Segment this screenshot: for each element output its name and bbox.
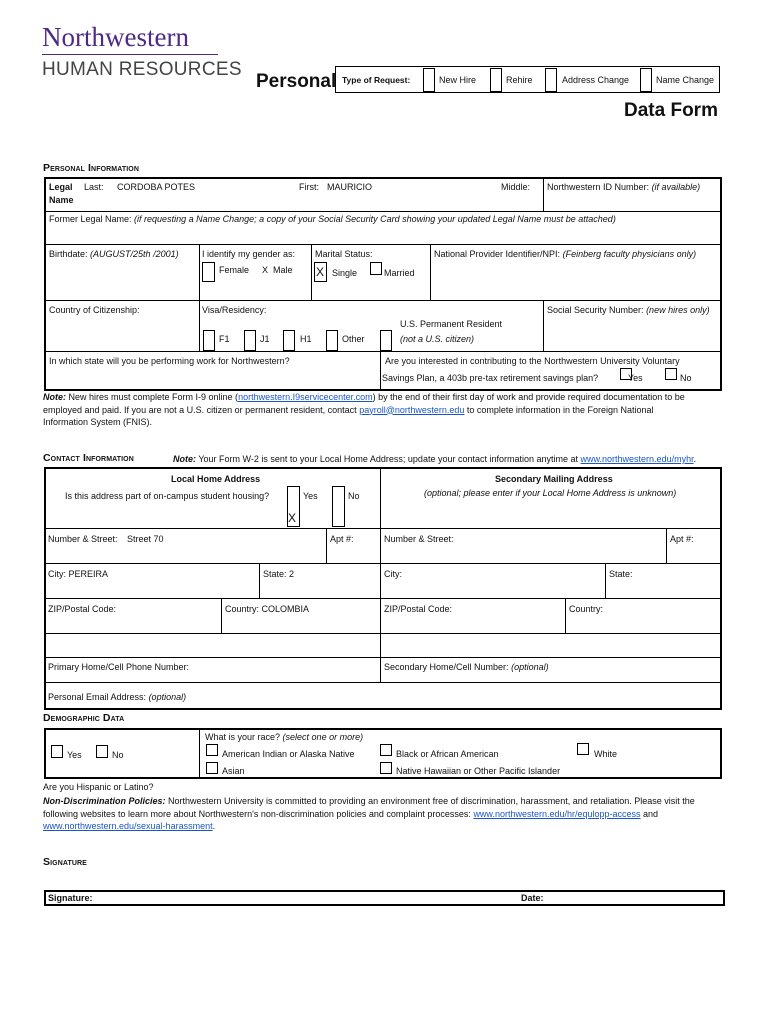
form-title-part2: Data Form	[624, 100, 718, 121]
campus-no-checkbox[interactable]	[332, 486, 345, 527]
rehire-checkbox[interactable]	[490, 68, 502, 92]
visa-h1-checkbox[interactable]	[283, 330, 295, 351]
sexual-harassment-link[interactable]: www.northwestern.edu/sexual-harassment	[43, 821, 213, 831]
female-label: Female	[219, 265, 250, 275]
secondary-address-hint: (optional; please enter if your Local Home Address is unknown)	[424, 488, 677, 498]
race-question: What is your race? (select one or more)	[205, 732, 364, 742]
personal-info-heading: Personal Information	[43, 162, 139, 174]
married-label: Married	[384, 268, 415, 278]
sec-apt-label: Apt #:	[670, 534, 694, 544]
secondary-address-title: Secondary Mailing Address	[495, 474, 613, 484]
i9-note: Note: New hires must complete Form I-9 online (northwestern.I9servicecenter.com) by the end of their first day of work and provide required documentation to be employed and paid. If you are not a U.S. citizen or permanent resident, contact payroll@northwestern.edu to complete information in the Foreign National Information System (FNIS).	[43, 392, 685, 427]
race-asian-label: Asian	[222, 766, 245, 776]
hispanic-no-checkbox[interactable]	[96, 745, 108, 758]
sec-state-label: State:	[609, 569, 633, 579]
non-discrimination-policy: Non-Discrimination Policies: Northwestern University is committed to providing an environment free of discrimination, harassment, and retaliation. Please visit the following websites to learn more about Northwestern's non-discrimination policies and complaint processes: www.northwestern.edu/hr/equlopp-access and www.northwestern.edu/sexual-harassment.	[43, 796, 695, 831]
name-change-checkbox[interactable]	[640, 68, 652, 92]
savings-no-checkbox[interactable]	[665, 368, 677, 380]
new-hire-label: New Hire	[439, 75, 477, 85]
visa-h1-label: H1	[300, 334, 312, 344]
address-change-label: Address Change	[562, 75, 630, 85]
perm-resident-label: U.S. Permanent Resident	[400, 319, 503, 329]
race-asian-checkbox[interactable]	[206, 762, 218, 774]
name-label: Name	[49, 195, 74, 205]
race-black-checkbox[interactable]	[380, 744, 392, 756]
date-label[interactable]: Date:	[521, 893, 544, 903]
city-field[interactable]: City: PEREIRA	[48, 569, 109, 579]
dept-name: HUMAN RESOURCES	[42, 59, 242, 80]
male-label: Male	[273, 265, 293, 275]
npi-label: National Provider Identifier/NPI: (Feinberg faculty physicians only)	[434, 249, 697, 259]
myhr-link[interactable]: www.northwestern.edu/myhr	[580, 454, 694, 464]
sec-street-label: Number & Street:	[384, 534, 454, 544]
savings-question-line1: Are you interested in contributing to the Northwestern University Voluntary	[385, 356, 680, 366]
request-type-label: Type of Request:	[342, 75, 411, 85]
campus-yes-label: Yes	[303, 491, 318, 501]
last-name-value[interactable]: CORDOBA POTES	[117, 182, 196, 192]
single-label: Single	[332, 268, 358, 278]
name-change-label: Name Change	[656, 75, 715, 85]
perm-resident-hint: (not a U.S. citizen)	[400, 334, 475, 344]
citizenship-label: Country of Citizenship:	[49, 305, 140, 315]
street-value[interactable]: Street 70	[127, 534, 164, 544]
campus-no-label: No	[348, 491, 360, 501]
form-title-part1: Personal	[256, 71, 337, 92]
signature-heading: Signature	[43, 856, 87, 868]
hispanic-yes-label: Yes	[67, 750, 82, 760]
middle-name-label: Middle:	[501, 182, 531, 192]
sec-city-label: City:	[384, 569, 402, 579]
campus-housing-question: Is this address part of on-campus student housing?	[65, 491, 270, 501]
nu-id-label: Northwestern ID Number: (if available)	[547, 182, 701, 192]
contact-info-heading: Contact Information	[43, 452, 134, 464]
zip-label: ZIP/Postal Code:	[48, 604, 117, 614]
visa-f1-checkbox[interactable]	[203, 330, 215, 351]
birthdate-field[interactable]: Birthdate: (AUGUST/25th /2001)	[49, 249, 179, 259]
single-mark: X	[316, 265, 325, 279]
visa-j1-label: J1	[260, 334, 270, 344]
first-name-value[interactable]: MAURICIO	[327, 182, 372, 192]
rehire-label: Rehire	[506, 75, 533, 85]
state-field[interactable]: State: 2	[263, 569, 295, 579]
first-name-label: First:	[299, 182, 319, 192]
org-logo-name: Northwestern	[42, 22, 189, 52]
hispanic-no-label: No	[112, 750, 124, 760]
race-white-checkbox[interactable]	[577, 743, 589, 755]
email-label: Personal Email Address: (optional)	[48, 692, 187, 702]
sec-phone-label: Secondary Home/Cell Number: (optional)	[384, 662, 549, 672]
visa-other-label: Other	[342, 334, 365, 344]
race-pacific-islander-label: Native Hawaiian or Other Pacific Islander	[396, 766, 561, 776]
signature-label[interactable]: Signature:	[48, 893, 93, 903]
last-name-label: Last:	[84, 182, 104, 192]
sec-zip-label: ZIP/Postal Code:	[384, 604, 453, 614]
visa-f1-label: F1	[219, 334, 230, 344]
visa-label: Visa/Residency:	[202, 305, 267, 315]
signature-box	[44, 890, 725, 906]
hispanic-yes-checkbox[interactable]	[51, 745, 63, 758]
perm-resident-checkbox[interactable]	[380, 330, 392, 351]
legal-label: Legal	[49, 182, 73, 192]
race-pacific-islander-checkbox[interactable]	[380, 762, 392, 774]
sec-country-label: Country:	[569, 604, 604, 614]
former-name-label: Former Legal Name: (if requesting a Name Change; a copy of your Social Security Card showing your updated Legal Name must be attached)	[49, 214, 616, 224]
street-label: Number & Street:	[48, 534, 118, 544]
logo-divider	[42, 54, 218, 55]
address-change-checkbox[interactable]	[545, 68, 557, 92]
i9-link[interactable]: northwestern.I9servicecenter.com	[238, 392, 373, 402]
race-american-indian-label: American Indian or Alaska Native	[222, 749, 355, 759]
country-field[interactable]: Country: COLOMBIA	[225, 604, 310, 614]
visa-j1-checkbox[interactable]	[244, 330, 256, 351]
savings-question-line2: Savings Plan, a 403b pre-tax retirement savings plan?	[382, 373, 599, 383]
female-checkbox[interactable]	[202, 262, 215, 282]
campus-mark: X	[288, 511, 297, 525]
payroll-email-link[interactable]: payroll@northwestern.edu	[359, 404, 465, 415]
local-address-title: Local Home Address	[171, 474, 261, 484]
new-hire-checkbox[interactable]	[423, 68, 435, 92]
w2-note: Note: Your Form W-2 is sent to your Local Home Address; update your contact information anytime at www.northwestern.edu/myhr.	[173, 454, 697, 464]
hispanic-question: Are you Hispanic or Latino?	[43, 782, 154, 792]
male-mark: X	[262, 265, 269, 275]
ssn-label: Social Security Number: (new hires only)	[547, 305, 710, 315]
savings-no-label: No	[680, 373, 692, 383]
work-state-question: In which state will you be performing work for Northwestern?	[49, 356, 290, 366]
savings-yes-label: Yes	[628, 373, 643, 383]
apt-label: Apt #:	[330, 534, 354, 544]
marital-status-label: Marital Status:	[315, 249, 373, 259]
contact-info-table	[44, 467, 722, 710]
phone-label: Primary Home/Cell Phone Number:	[48, 662, 190, 672]
married-checkbox[interactable]	[370, 262, 382, 275]
gender-label: I identify my gender as:	[202, 249, 296, 259]
demographic-heading: Demographic Data	[43, 712, 125, 724]
race-white-label: White	[594, 749, 618, 759]
race-black-label: Black or African American	[396, 749, 499, 759]
race-american-indian-checkbox[interactable]	[206, 744, 218, 756]
equal-opportunity-link[interactable]: www.northwestern.edu/hr/equlopp-access	[473, 808, 641, 819]
visa-other-checkbox[interactable]	[326, 330, 338, 351]
